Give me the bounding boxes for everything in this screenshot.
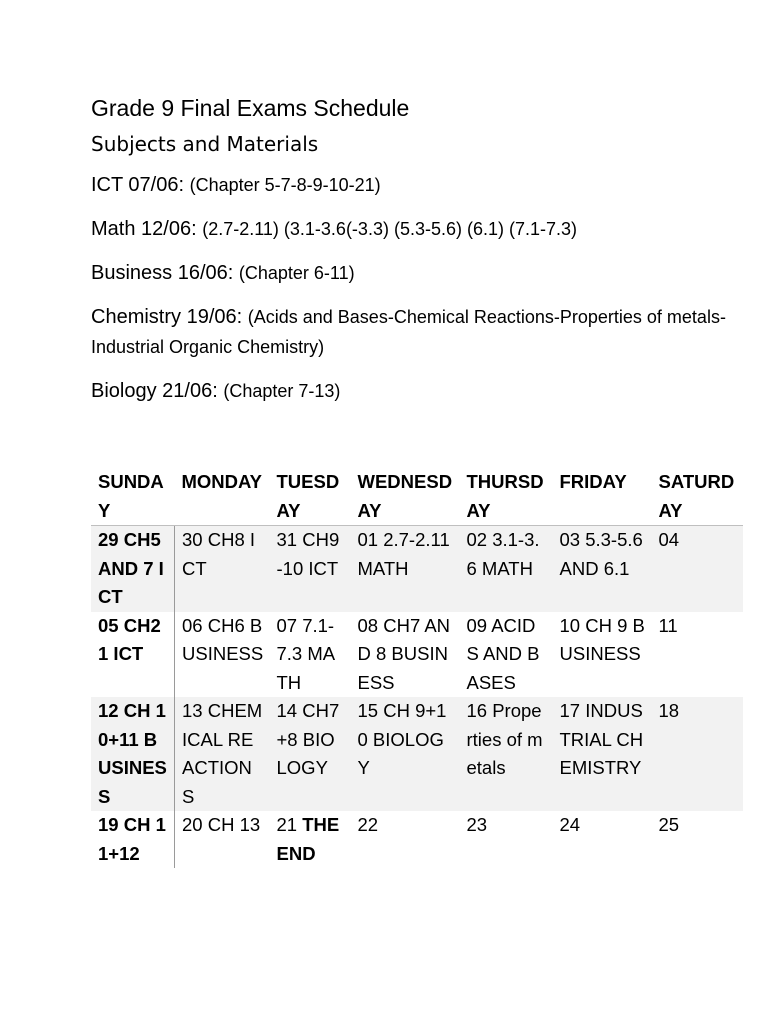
table-cell: 10 CH 9 BUSINESS bbox=[559, 614, 645, 664]
header-monday: MONDAY bbox=[175, 468, 270, 526]
header-friday: FRIDAY bbox=[553, 468, 652, 526]
subject-name: ICT 07/06 bbox=[91, 174, 179, 196]
subject-name: Business 16/06 bbox=[91, 262, 228, 284]
subject-detail: (Chapter 7-13) bbox=[223, 381, 341, 401]
table-cell: 01 2.7-2.11 MATH bbox=[351, 526, 460, 612]
table-cell: 14 CH7+8 BIOLOGY bbox=[270, 697, 351, 811]
table-cell: 05 CH21 ICT bbox=[91, 612, 175, 698]
table-cell: 30 CH8 ICT bbox=[175, 526, 270, 612]
header-tuesday: TUESDAY bbox=[270, 468, 351, 526]
subject-chemistry: Chemistry 19/06: (Acids and Bases-Chemical Reactions-Properties of metals-Industrial Organic Chemistry) bbox=[91, 306, 726, 357]
table-cell: 02 3.1-3.6 MATH bbox=[460, 526, 553, 612]
table-cell: 13 CHEMICAL REACTIONS bbox=[175, 697, 270, 811]
subject-name: Biology 21/06 bbox=[91, 380, 213, 402]
subject-name: Chemistry 19/06 bbox=[91, 306, 237, 328]
table-row bbox=[91, 697, 743, 811]
document-body bbox=[91, 92, 741, 420]
table-cell: 03 5.3-5.6 AND 6.1 bbox=[553, 526, 652, 612]
header-thursday: THURSDAY bbox=[460, 468, 553, 526]
table-cell: 15 CH 9+10 BIOLOGY bbox=[351, 697, 460, 811]
table-header-row bbox=[91, 468, 743, 526]
subject-detail: (2.7-2.11) (3.1-3.6(-3.3) (5.3-5.6) (6.1) (7.1-7.3) bbox=[202, 219, 578, 239]
subject-detail: (Chapter 5-7-8-9-10-21) bbox=[189, 175, 381, 195]
table-row bbox=[91, 526, 743, 612]
table-cell: 31 CH9-10 ICT bbox=[270, 526, 351, 612]
subject-ict: ICT 07/06: (Chapter 5-7-8-9-10-21) bbox=[91, 174, 381, 196]
header-saturday: SATURDAY bbox=[652, 468, 743, 526]
table-cell: 22 bbox=[357, 814, 379, 835]
table-row bbox=[91, 612, 743, 698]
page-subtitle: Subjects and Materials bbox=[91, 132, 319, 156]
table-cell: 06 CH6 BUSINESS bbox=[182, 614, 264, 664]
table-cell: 25 bbox=[658, 814, 680, 835]
table-cell: 04 bbox=[652, 526, 743, 612]
table-cell: 19 CH 11+12 bbox=[91, 811, 175, 868]
header-sunday: SUNDAY bbox=[91, 468, 175, 526]
table-cell: 24 bbox=[559, 814, 581, 835]
table-cell-the-end bbox=[270, 811, 351, 868]
table-cell: 20 CH 13 bbox=[182, 814, 261, 835]
day-number: 21 bbox=[276, 814, 298, 835]
exam-calendar-table bbox=[91, 468, 743, 868]
subject-detail: (Chapter 6-11) bbox=[238, 263, 355, 283]
subject-detail: (Acids and Bases-Chemical Reactions-Properties of metals-Industrial Organic Chemistry) bbox=[91, 307, 726, 357]
table-cell: 18 bbox=[652, 697, 743, 811]
table-cell: 12 CH 10+11 BUSINESS bbox=[91, 697, 175, 811]
subject-biology: Biology 21/06: (Chapter 7-13) bbox=[91, 380, 341, 402]
table-cell: 16 Properties of metals bbox=[460, 697, 553, 811]
page-title: Grade 9 Final Exams Schedule bbox=[91, 95, 410, 121]
the-end-label: THE END bbox=[276, 814, 340, 864]
table-cell: 23 bbox=[466, 814, 488, 835]
table-cell: 09 ACIDS AND BASES bbox=[466, 614, 540, 693]
subject-business: Business 16/06: (Chapter 6-11) bbox=[91, 262, 355, 284]
table-row bbox=[91, 811, 743, 868]
table-cell: 11 bbox=[658, 614, 678, 636]
table-cell: 17 INDUSTRIAL CHEMISTRY bbox=[553, 697, 652, 811]
header-wednesday: WEDNESDAY bbox=[351, 468, 460, 526]
subject-name: Math 12/06 bbox=[91, 218, 192, 240]
table-cell: 08 CH7 AND 8 BUSINESS bbox=[357, 614, 451, 693]
table-cell: 07 7.1-7.3 MATH bbox=[276, 614, 336, 693]
table-cell: 29 CH5 AND 7 ICT bbox=[91, 526, 175, 612]
subject-math: Math 12/06: (2.7-2.11) (3.1-3.6(-3.3) (5.3-5.6) (6.1) (7.1-7.3) bbox=[91, 218, 578, 240]
